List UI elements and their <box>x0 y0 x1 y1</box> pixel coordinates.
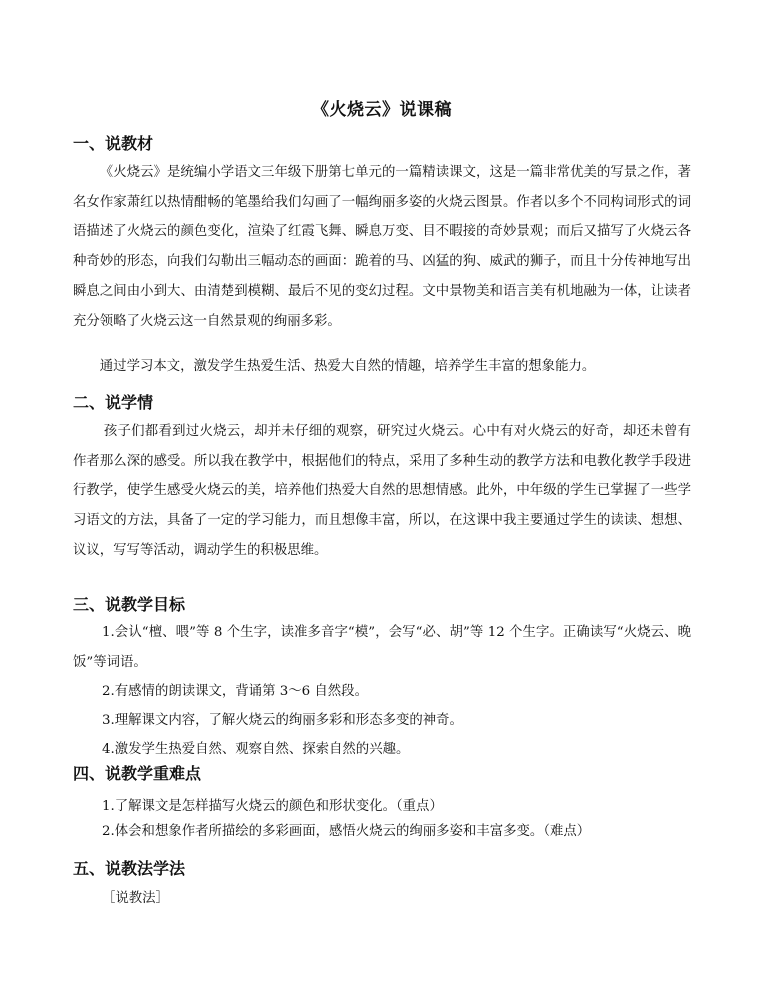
section-heading-learners: 二、说学情 <box>73 393 154 412</box>
paragraph-textbook-intro: 《火烧云》是统编小学语文三年级下册第七单元的一篇精读课文，这是一篇非常优美的写景之作，著名女作家萧红以热情酣畅的笔墨给我们勾画了一幅绚丽多姿的火烧云图景。作者以多个不同构词形式的词语描述了火烧云的颜色变化，渲染了红霞飞舞、瞬息万变、目不暇接的奇妙景观；而后又描写了火烧云各种奇妙的形态，向我们勾勒出三幅动态的画面：跪着的马、凶猛的狗、威武的狮子，而且十分传神地写出瞬息之间由小到大、由清楚到模糊、最后不见的变幻过程。文中景物美和语言美有机地融为一体，让读者充分领略了火烧云这一自然景观的绚丽多彩。 <box>73 165 691 329</box>
objective-item-3: 3.理解课文内容，了解火烧云的绚丽多彩和形态多变的神奇。 <box>102 713 463 728</box>
section-heading-methods: 五、说教法学法 <box>73 859 186 878</box>
objective-item-2: 2.有感情的朗读课文，背诵第 3～6 自然段。 <box>102 684 368 699</box>
section-heading-key-points: 四、说教学重难点 <box>73 764 202 783</box>
paragraph-textbook-goal: 通过学习本文，激发学生热爱生活、热爱大自然的情趣，培养学生丰富的想象能力。 <box>99 359 596 374</box>
key-point-item-1: 1.了解课文是怎样描写火烧云的颜色和形状变化。（重点） <box>102 799 443 814</box>
subheading-teaching-method: ［说教法］ <box>102 891 169 906</box>
objective-item-4: 4.激发学生热爱自然、观察自然、探索自然的兴趣。 <box>102 742 410 757</box>
section-heading-textbook: 一、说教材 <box>73 134 154 153</box>
objective-item-1: 1.会认“檀、喂”等 8 个生字，读准多音字“模”，会写“必、胡”等 12 个生字。正确读写“火烧云、晚饭”等词语。 <box>73 625 691 670</box>
paragraph-learners: 孩子们都看到过火烧云，却并未仔细的观察，研究过火烧云。心中有对火烧云的好奇，却还未曾有作者那么深的感受。所以我在教学中，根据他们的特点，采用了多种生动的教学方法和电教化教学手段进行教学，使学生感受火烧云的美，培养他们热爱大自然的思想情感。此外，中年级的学生已掌握了一些学习语文的方法，具备了一定的学习能力，而且想像丰富，所以，在这课中我主要通过学生的读读、想想、议议，写写等活动，调动学生的积极思维。 <box>73 424 691 558</box>
document-title: 《火烧云》说课稿 <box>312 100 452 120</box>
section-heading-objectives: 三、说教学目标 <box>73 595 186 614</box>
key-point-item-2: 2.体会和想象作者所描绘的多彩画面，感悟火烧云的绚丽多姿和丰富多变。（难点） <box>102 824 591 839</box>
